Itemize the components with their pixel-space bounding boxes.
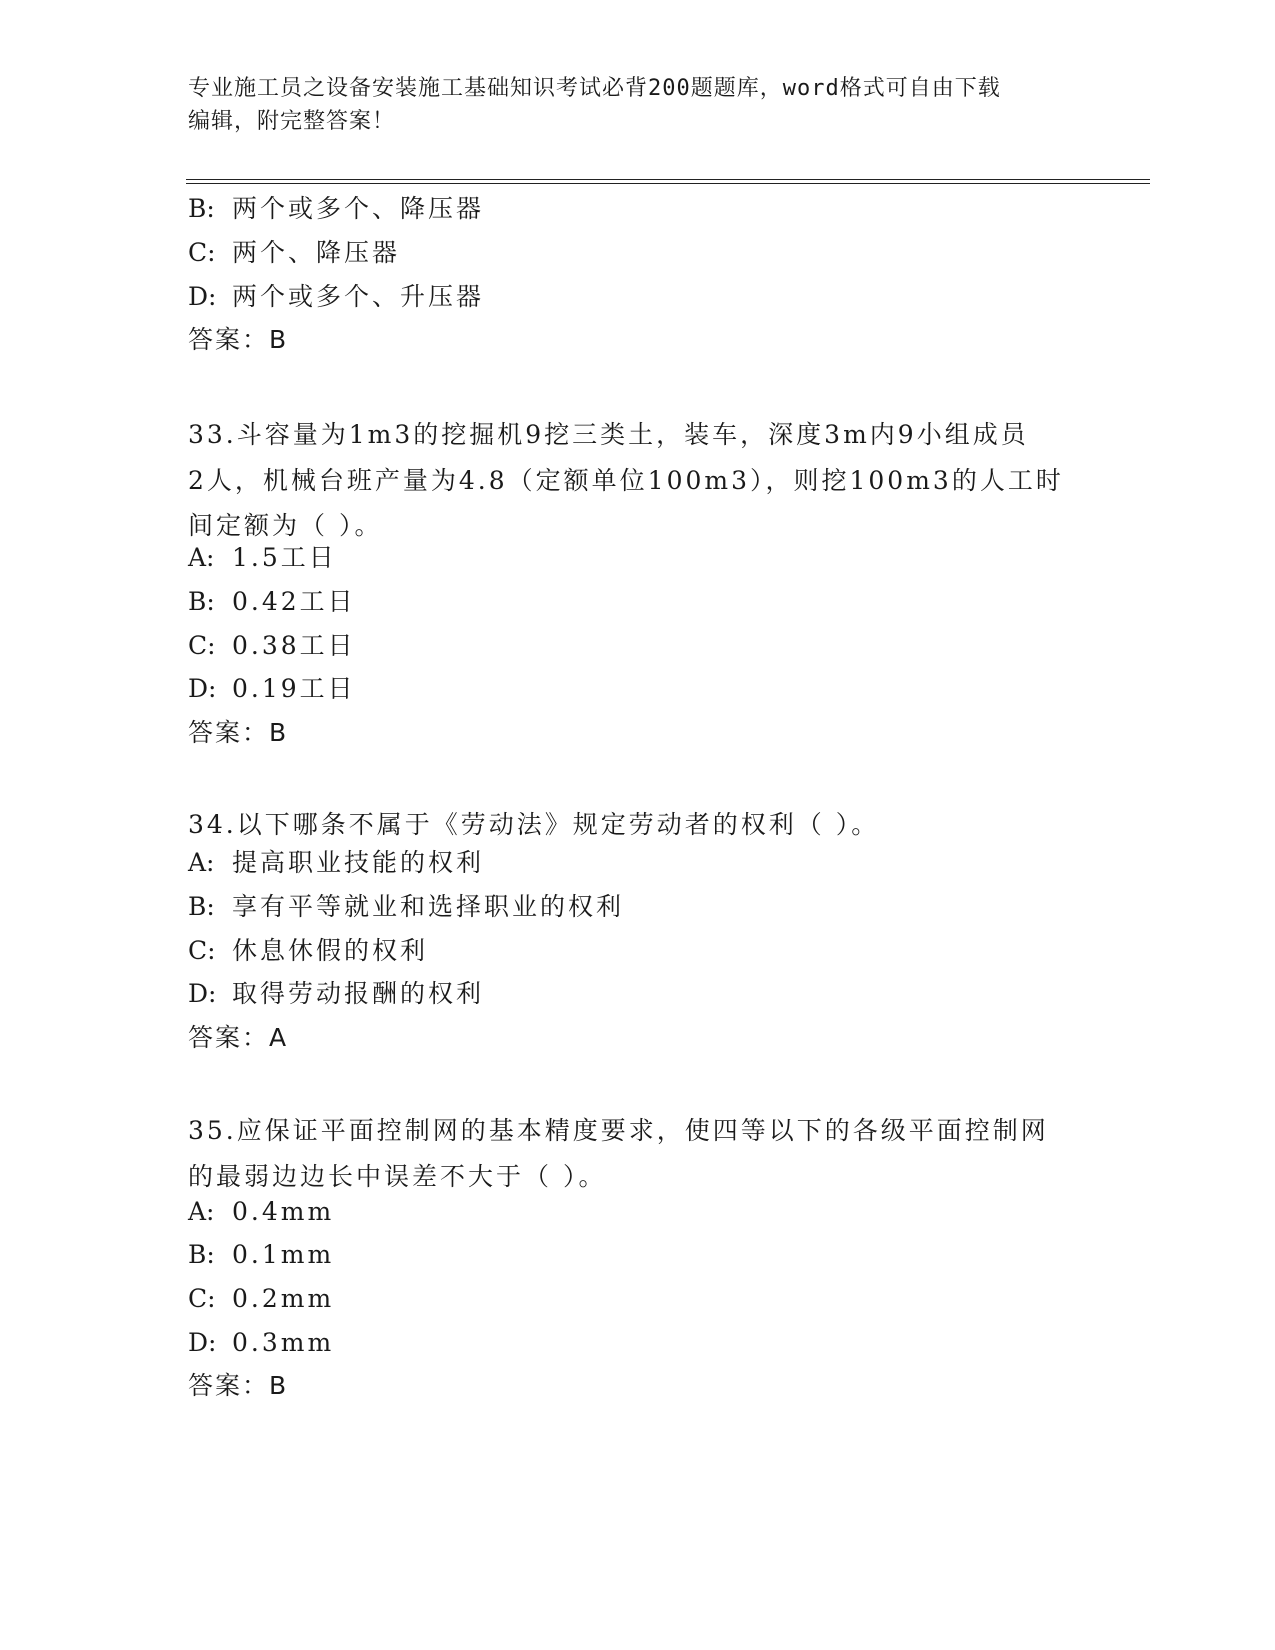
question-33-stem [188, 412, 1088, 549]
option-c [188, 1284, 334, 1314]
option-text: 两个或多个、降压器 [232, 194, 485, 223]
header-line-2: 编辑，附完整答案！ [188, 109, 396, 134]
option-text: 两个或多个、升压器 [232, 282, 485, 311]
answer-label: 答案：B [188, 718, 289, 747]
option-letter: C: [188, 1284, 216, 1313]
option-d [188, 674, 356, 704]
option-letter: B: [188, 194, 215, 223]
option-letter: C: [188, 238, 216, 267]
option-text: 享有平等就业和选择职业的权利 [232, 892, 625, 921]
question-35-stem [188, 1108, 1088, 1199]
answer-label: 答案：A [188, 1023, 289, 1052]
stem-line: 33.斗容量为1m3的挖掘机9挖三类土，装车，深度3m内9小组成员 [188, 420, 1029, 449]
option-letter: A: [188, 543, 215, 572]
question-34-stem [188, 802, 1088, 848]
option-letter: D: [188, 674, 217, 703]
option-d [188, 282, 484, 312]
option-a [188, 1197, 334, 1227]
stem-line: 的最弱边边长中误差不大于（ ）。 [188, 1161, 607, 1191]
option-text: 休息休假的权利 [232, 936, 429, 965]
option-letter: C: [188, 936, 216, 965]
option-b [188, 587, 356, 617]
option-text: 0.19工日 [232, 674, 356, 703]
option-text: 0.1mm [232, 1240, 335, 1269]
option-letter: A: [188, 848, 215, 877]
option-text: 提高职业技能的权利 [232, 848, 485, 877]
document-header [188, 72, 1088, 138]
option-text: 0.3mm [232, 1328, 335, 1357]
option-b [188, 1240, 334, 1270]
stem-line: 35.应保证平面控制网的基本精度要求，使四等以下的各级平面控制网 [188, 1116, 1049, 1145]
option-text: 0.38工日 [232, 631, 356, 660]
option-text: 两个、降压器 [232, 238, 401, 267]
option-d [188, 1328, 334, 1358]
option-text: 0.42工日 [232, 587, 356, 616]
answer-label: 答案：B [188, 1371, 289, 1400]
option-text: 1.5工日 [232, 543, 337, 572]
option-letter: B: [188, 892, 215, 921]
option-text: 0.4mm [232, 1197, 335, 1226]
option-b [188, 194, 484, 224]
option-letter: B: [188, 587, 215, 616]
option-c [188, 631, 356, 661]
stem-line: 间定额为（ ）。 [188, 511, 383, 540]
option-b [188, 892, 624, 922]
option-letter: D: [188, 979, 217, 1008]
answer-label: 答案：B [188, 325, 289, 354]
option-text: 0.2mm [232, 1284, 335, 1313]
option-letter: D: [188, 1328, 217, 1357]
header-divider-top [186, 179, 1150, 180]
option-letter: D: [188, 282, 217, 311]
option-c [188, 936, 428, 966]
option-c [188, 238, 400, 268]
stem-line: 34.以下哪条不属于《劳动法》规定劳动者的权利（ ）。 [188, 810, 880, 839]
option-d [188, 979, 484, 1009]
stem-line: 2人，机械台班产量为4.8（定额单位100m3），则挖100m3的人工时 [188, 465, 1064, 495]
option-text: 取得劳动报酬的权利 [232, 979, 485, 1008]
option-letter: C: [188, 631, 216, 660]
header-line-1: 专业施工员之设备安装施工基础知识考试必背200题题库，word格式可自由下载 [188, 76, 1001, 101]
option-letter: B: [188, 1240, 215, 1269]
option-a [188, 848, 484, 878]
option-a [188, 543, 337, 573]
option-letter: A: [188, 1197, 215, 1226]
header-divider-bottom [186, 183, 1150, 184]
